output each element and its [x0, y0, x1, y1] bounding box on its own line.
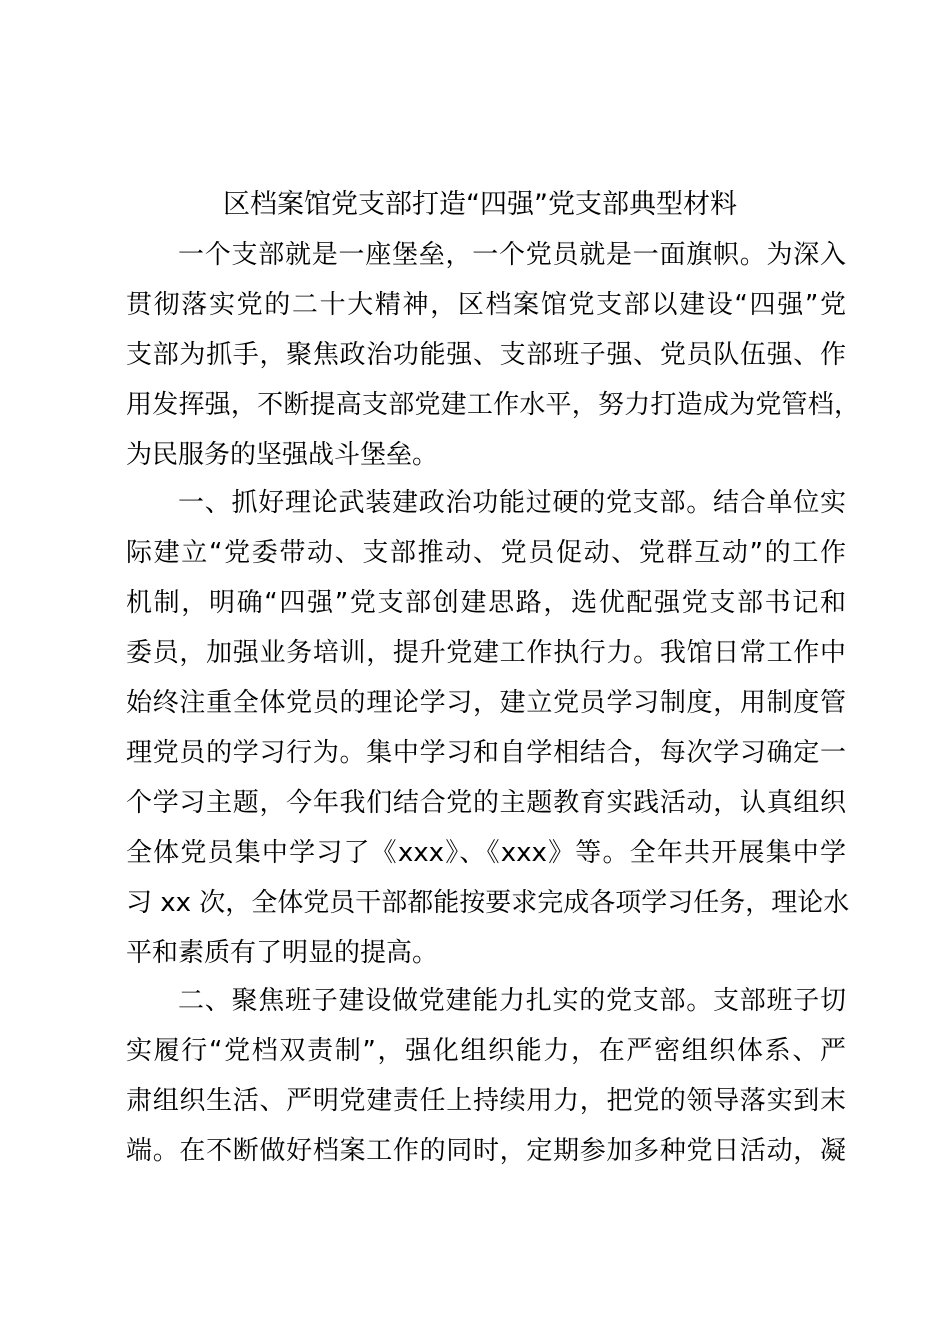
- paragraph-line: 理党员的学习行为。集中学习和自学相结合，每次学习确定一: [126, 738, 846, 768]
- paragraph-line: 习 xx 次，全体党员干部都能按要求完成各项学习任务，理论水: [126, 888, 850, 918]
- section-2-paragraph: [126, 976, 846, 1176]
- document-title: 区档案馆党支部打造“四强”党支部典型材料: [223, 189, 737, 220]
- paragraph-line: 一、抓好理论武装建政治功能过硬的党支部。结合单位实: [178, 488, 846, 518]
- intro-paragraph: [126, 230, 860, 480]
- paragraph-line: 一个支部就是一座堡垒，一个党员就是一面旗帜。为深入: [178, 240, 846, 270]
- paragraph-line: 贯彻落实党的二十大精神，区档案馆党支部以建设“四强”党: [126, 290, 846, 320]
- paragraph-line: 始终注重全体党员的理论学习，建立党员学习制度，用制度管: [126, 688, 846, 718]
- paragraph-line: 为民服务的坚强战斗堡垒。: [126, 440, 439, 470]
- paragraph-line: 委员，加强业务培训，提升党建工作执行力。我馆日常工作中: [126, 638, 846, 668]
- paragraph-line: 实履行“党档双责制”，强化组织能力，在严密组织体系、严: [126, 1036, 846, 1066]
- paragraph-line: 支部为抓手，聚焦政治功能强、支部班子强、党员队伍强、作: [126, 340, 846, 370]
- paragraph-line: 用发挥强，不断提高支部党建工作水平，努力打造成为党管档，: [126, 390, 860, 420]
- paragraph-line: 全体党员集中学习了《xxx》、《xxx》等。全年共开展集中学: [126, 838, 846, 868]
- paragraph-line: 二、聚焦班子建设做党建能力扎实的党支部。支部班子切: [178, 986, 846, 1016]
- paragraph-line: 平和素质有了明显的提高。: [126, 938, 439, 968]
- paragraph-line: 际建立“党委带动、支部推动、党员促动、党群互动”的工作: [126, 538, 846, 568]
- paragraph-line: 机制，明确“四强”党支部创建思路，选优配强党支部书记和: [126, 588, 846, 618]
- section-1-paragraph: [126, 478, 850, 978]
- paragraph-line: 端。在不断做好档案工作的同时，定期参加多种党日活动，凝: [126, 1136, 846, 1166]
- paragraph-line: 个学习主题，今年我们结合党的主题教育实践活动，认真组织: [126, 788, 846, 818]
- paragraph-line: 肃组织生活、严明党建责任上持续用力，把党的领导落实到末: [126, 1086, 846, 1116]
